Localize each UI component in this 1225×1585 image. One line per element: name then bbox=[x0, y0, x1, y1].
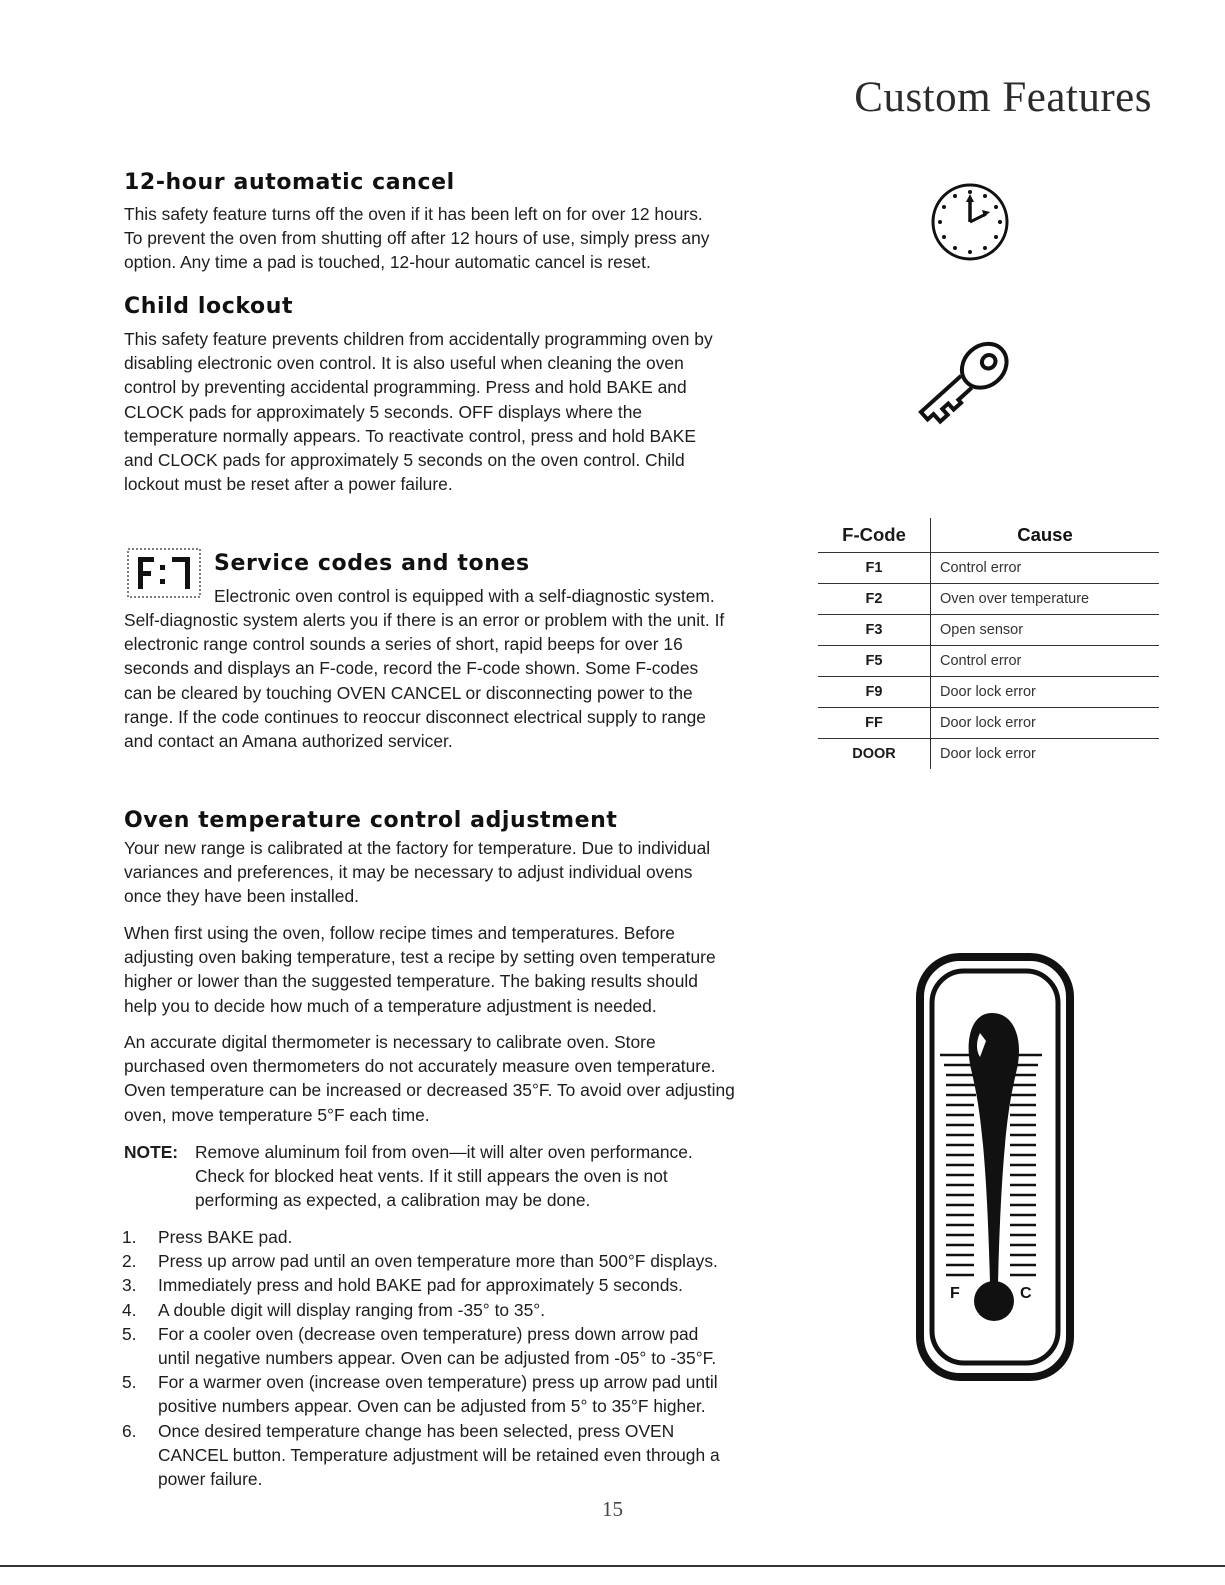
temp-adjust-line: Your new range is calibrated at the factory for temperature. Due to individual bbox=[124, 838, 711, 858]
clock-icon bbox=[928, 180, 1013, 270]
cause-cell: Open sensor bbox=[931, 615, 1160, 646]
service-codes-line: Electronic oven control is equipped with a self-diagnostic system. bbox=[214, 586, 715, 606]
step-number: 1. bbox=[122, 1227, 137, 1247]
steps-list-container bbox=[122, 1225, 822, 1491]
fcode-header: F-Code bbox=[818, 518, 931, 553]
list-item bbox=[122, 1419, 822, 1492]
step-text: positive numbers appear. Oven can be adjusted from 5° to 35°F higher. bbox=[158, 1396, 706, 1417]
note-label: NOTE: bbox=[124, 1142, 179, 1162]
cause-cell: Oven over temperature bbox=[931, 584, 1160, 615]
temp-adjust-line: help you to decide how much of a temperature adjustment is needed. bbox=[124, 995, 657, 1016]
temp-adjust-line: variances and preferences, it may be necessary to adjust individual ovens bbox=[124, 862, 693, 883]
child-lockout-line: temperature normally appears. To reactivate control, press and hold BAKE bbox=[124, 425, 696, 446]
service-codes-body bbox=[124, 608, 814, 753]
table-row bbox=[818, 677, 1159, 708]
step-number: 4. bbox=[122, 1299, 137, 1320]
list-item bbox=[122, 1370, 822, 1418]
temp-adjust-line: oven, move temperature 5°F each time. bbox=[124, 1104, 430, 1125]
child-lockout-body bbox=[124, 327, 804, 496]
fcode-table-header bbox=[818, 518, 1159, 553]
temp-adjust-line: higher or lower than the suggested temperature. The baking results should bbox=[124, 971, 698, 992]
step-text: Immediately press and hold BAKE pad for approximately 5 seconds. bbox=[158, 1275, 683, 1296]
step-number: 5. bbox=[122, 1372, 137, 1393]
key-icon bbox=[910, 330, 1025, 443]
page-number: 15 bbox=[602, 1497, 623, 1521]
fcode-cell: FF bbox=[818, 708, 931, 739]
step-text: Once desired temperature change has been selected, press OVEN bbox=[158, 1420, 675, 1441]
child-lockout-line: lockout must be reset after a power failure. bbox=[124, 474, 453, 495]
list-item bbox=[122, 1298, 822, 1322]
cause-cell: Door lock error bbox=[931, 739, 1160, 770]
fcode-cell: DOOR bbox=[818, 739, 931, 770]
temp-adjust-line: When first using the oven, follow recipe times and temperatures. Before bbox=[124, 923, 675, 943]
cause-header: Cause bbox=[1017, 524, 1073, 545]
step-text: A double digit will display ranging from -35° to 35°. bbox=[158, 1299, 546, 1320]
cause-cell: Door lock error bbox=[931, 708, 1160, 739]
service-codes-line: Self-diagnostic system alerts you if there is an error or problem with the unit. If bbox=[124, 610, 725, 630]
temp-adjust-heading: Oven temperature control adjustment bbox=[124, 808, 618, 833]
step-text: For a warmer oven (increase oven temperature) press up arrow pad until bbox=[158, 1372, 718, 1393]
temp-adjust-para1 bbox=[124, 836, 814, 909]
fcode-table bbox=[818, 518, 1159, 769]
child-lockout-line: control by preventing accidental programming. Press and hold BAKE and bbox=[124, 377, 687, 398]
cause-cell: Control error bbox=[931, 553, 1160, 584]
child-lockout-line: This safety feature prevents children from accidentally programming oven by bbox=[124, 329, 713, 349]
list-item bbox=[122, 1273, 822, 1297]
error-display-icon bbox=[126, 547, 202, 599]
auto-cancel-line: This safety feature turns off the oven if it has been left on for over 12 hours. bbox=[124, 204, 703, 224]
child-lockout-heading: Child lockout bbox=[124, 294, 294, 319]
bottom-rule bbox=[0, 1565, 1225, 1567]
service-codes-line: can be cleared by touching OVEN CANCEL or disconnecting power to the bbox=[124, 682, 693, 703]
table-row bbox=[818, 584, 1159, 615]
step-text: Press BAKE pad. bbox=[158, 1227, 293, 1247]
auto-cancel-heading: 12-hour automatic cancel bbox=[124, 170, 455, 195]
service-codes-heading: Service codes and tones bbox=[214, 551, 530, 576]
service-codes-line: and contact an Amana authorized servicer. bbox=[124, 731, 453, 752]
auto-cancel-line: option. Any time a pad is touched, 12-hour automatic cancel is reset. bbox=[124, 252, 651, 273]
child-lockout-line: and CLOCK pads for approximately 5 seconds on the oven control. Child bbox=[124, 450, 685, 471]
temp-adjust-line: Oven temperature can be increased or decreased 35°F. To avoid over adjusting bbox=[124, 1080, 735, 1101]
child-lockout-line: CLOCK pads for approximately 5 seconds. OFF displays where the bbox=[124, 401, 643, 422]
step-number: 3. bbox=[122, 1275, 137, 1296]
step-text: Press up arrow pad until an oven temperature more than 500°F displays. bbox=[158, 1251, 718, 1272]
note-line: performing as expected, a calibration may be done. bbox=[195, 1190, 591, 1211]
fcode-cell: F3 bbox=[818, 615, 931, 646]
auto-cancel-body bbox=[124, 202, 804, 275]
note-line: Check for blocked heat vents. If it still appears the oven is not bbox=[195, 1166, 668, 1187]
steps-list bbox=[122, 1225, 822, 1491]
fcode-table-container bbox=[818, 518, 1159, 769]
thermometer-label-f: F bbox=[950, 1285, 960, 1302]
cause-cell: Door lock error bbox=[931, 677, 1160, 708]
cause-cell: Control error bbox=[931, 646, 1160, 677]
page-title: Custom Features bbox=[854, 74, 1152, 121]
step-number: 2. bbox=[122, 1251, 137, 1272]
auto-cancel-line: To prevent the oven from shutting off after 12 hours of use, simply press any bbox=[124, 228, 710, 249]
note-body bbox=[195, 1140, 815, 1213]
step-text: CANCEL button. Temperature adjustment will be retained even through a bbox=[158, 1444, 720, 1465]
temp-adjust-para3 bbox=[124, 1030, 824, 1127]
step-text: For a cooler oven (decrease oven temperature) press down arrow pad bbox=[158, 1323, 699, 1344]
thermometer-label-c: C bbox=[1020, 1285, 1032, 1302]
temp-adjust-line: adjusting oven baking temperature, test a recipe by setting oven temperature bbox=[124, 947, 716, 968]
table-row bbox=[818, 615, 1159, 646]
step-number: 6. bbox=[122, 1420, 137, 1441]
step-text: until negative numbers appear. Oven can be adjusted from -05° to -35°F. bbox=[158, 1348, 717, 1369]
temp-adjust-line: once they have been installed. bbox=[124, 886, 359, 907]
table-row bbox=[818, 553, 1159, 584]
child-lockout-line: disabling electronic oven control. It is also useful when cleaning the oven bbox=[124, 353, 684, 374]
list-item bbox=[122, 1225, 822, 1249]
temp-adjust-line: An accurate digital thermometer is necessary to calibrate oven. Store bbox=[124, 1032, 656, 1052]
service-codes-line: range. If the code continues to reoccur disconnect electrical supply to range bbox=[124, 706, 706, 727]
note-line: Remove aluminum foil from oven—it will alter oven performance. bbox=[195, 1142, 693, 1162]
step-number: 5. bbox=[122, 1323, 137, 1344]
list-item bbox=[122, 1249, 822, 1273]
fcode-cell: F9 bbox=[818, 677, 931, 708]
temp-adjust-line: purchased oven thermometers do not accurately measure oven temperature. bbox=[124, 1056, 716, 1077]
table-row bbox=[818, 708, 1159, 739]
temp-adjust-para2 bbox=[124, 921, 814, 1018]
table-row bbox=[818, 739, 1159, 770]
list-item bbox=[122, 1322, 822, 1370]
thermometer-icon bbox=[916, 953, 1076, 1388]
fcode-cell: F1 bbox=[818, 553, 931, 584]
table-row bbox=[818, 646, 1159, 677]
service-codes-line: seconds and displays an F-code, record the F-code shown. Some F-codes bbox=[124, 658, 699, 679]
fcode-cell: F5 bbox=[818, 646, 931, 677]
fcode-cell: F2 bbox=[818, 584, 931, 615]
service-codes-line: electronic range control sounds a series of short, rapid beeps for over 16 bbox=[124, 634, 683, 655]
step-text: power failure. bbox=[158, 1469, 263, 1490]
